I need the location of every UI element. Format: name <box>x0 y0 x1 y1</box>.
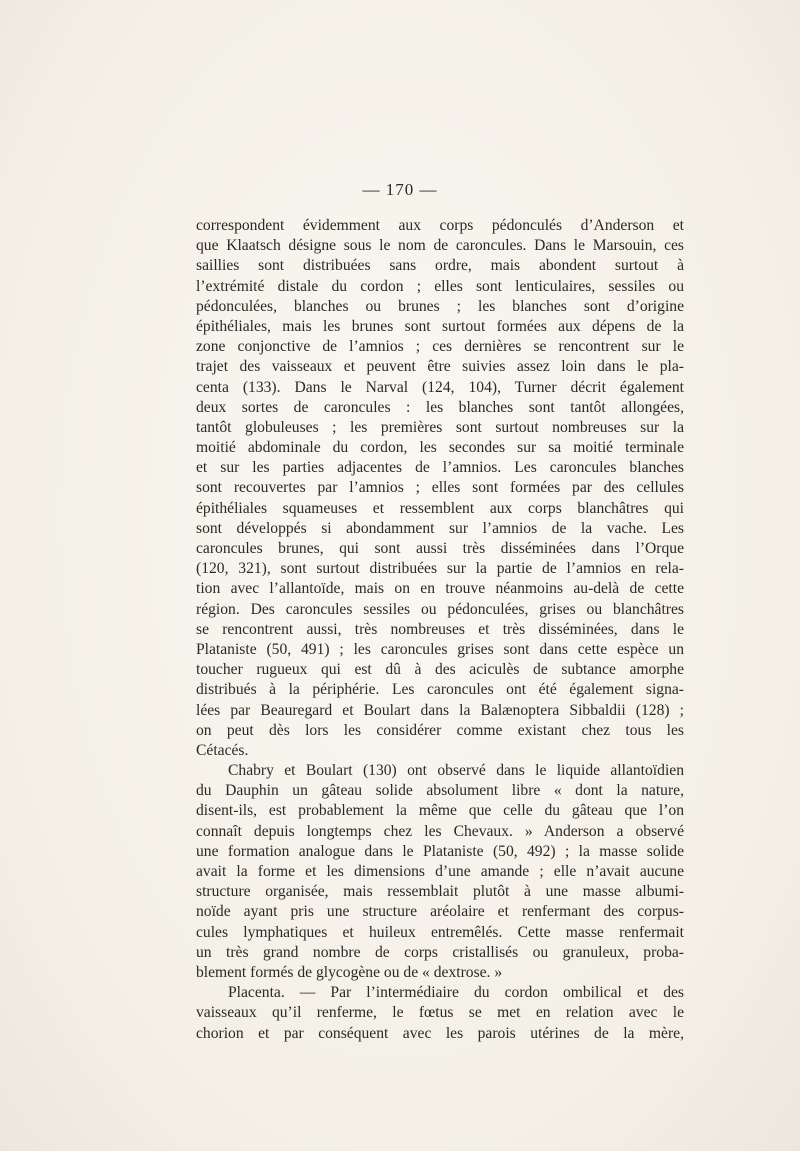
text-line: un très grand nombre de corps cristallisés ou granuleux, proba- <box>196 943 684 961</box>
text-line: connaît depuis longtemps chez les Chevaux. » Anderson a observé <box>196 822 684 840</box>
text-line: Placenta. — Par l’intermédiaire du cordon ombilical et des <box>228 984 684 1002</box>
text-line: (120, 321), sont surtout distribuées sur la partie de l’amnios en rela- <box>196 560 684 578</box>
text-line: lées par Beauregard et Boulart dans la Balænoptera Sibbaldii (128) ; <box>196 701 684 719</box>
text-line: région. Des caroncules sessiles ou pédonculées, grises ou blanchâtres <box>196 600 684 618</box>
text-line: Plataniste (50, 491) ; les caroncules grises sont dans cette espèce un <box>196 640 684 658</box>
text-line: blement formés de glycogène ou de « dextrose. » <box>196 963 503 981</box>
text-line: trajet des vaisseaux et peuvent être suivies assez loin dans le pla- <box>196 358 684 376</box>
body-text <box>196 216 684 1044</box>
text-line: vaisseaux qu’il renferme, le fœtus se met en relation avec le <box>196 1004 684 1022</box>
text-line: sont recouvertes par l’amnios ; elles sont formées par des cellules <box>196 479 684 497</box>
text-line: deux sortes de caroncules : les blanches sont tantôt allongées, <box>196 398 684 416</box>
text-line: caroncules brunes, qui sont aussi très disséminées dans l’Orque <box>196 540 684 557</box>
text-line: tion avec l’allantoïde, mais on en trouve néanmoins au-delà de cette <box>196 580 684 598</box>
text-line: centa (133). Dans le Narval (124, 104), Turner décrit également <box>196 378 684 396</box>
text-line: une formation analogue dans le Plataniste (50, 492) ; la masse solide <box>196 842 684 860</box>
text-line: avait la forme et les dimensions d’une amande ; elle n’avait aucune <box>196 863 684 880</box>
text-line: Chabry et Boulart (130) ont observé dans le liquide allantoïdien <box>228 762 684 780</box>
text-line: se rencontrent aussi, très nombreuses et très disséminées, dans le <box>196 620 684 638</box>
text-line: pédonculées, blanches ou brunes ; les blanches sont d’origine <box>196 297 684 315</box>
text-line: cules lymphatiques et huileux entremêlés. Cette masse renfermait <box>196 923 684 941</box>
text-line: et sur les parties adjacentes de l’amnios. Les caroncules blanches <box>196 459 684 477</box>
text-line: tantôt globuleuses ; les premières sont surtout nombreuses sur la <box>196 418 684 436</box>
page-number: — 170 — <box>362 180 438 199</box>
text-line: distribués à la périphérie. Les caroncules ont été également signa- <box>196 681 684 699</box>
text-line: épithéliales squameuses et ressemblent aux corps blanchâtres qui <box>196 499 684 517</box>
text-line: moitié abdominale du cordon, les secondes sur sa moitié terminale <box>196 439 684 457</box>
text-line: épithéliales, mais les brunes sont surtout formées aux dépens de la <box>196 317 684 335</box>
text-line: Cétacés. <box>196 741 249 759</box>
text-line: noïde ayant pris une structure aréolaire et renfermant des corpus- <box>196 903 684 921</box>
text-line: correspondent évidemment aux corps pédonculés d’Anderson et <box>196 217 684 234</box>
text-line: chorion et par conséquent avec les parois utérines de la mère, <box>196 1024 684 1042</box>
text-line: toucher rugueux qui est dû à des aciculès de subtance amorphe <box>196 661 684 679</box>
text-line: sont développés si abondamment sur l’amnios de la vache. Les <box>196 519 684 537</box>
text-line: zone conjonctive de l’amnios ; ces dernières se rencontrent sur le <box>196 338 684 356</box>
text-line: saillies sont distribuées sans ordre, mais abondent surtout à <box>196 257 684 275</box>
text-line: que Klaatsch désigne sous le nom de caroncules. Dans le Marsouin, ces <box>196 237 684 255</box>
text-line: l’extrémité distale du cordon ; elles sont lenticulaires, sessiles ou <box>196 277 684 295</box>
text-line: du Dauphin un gâteau solide absolument libre « dont la nature, <box>196 782 684 800</box>
text-line: structure organisée, mais ressemblait plutôt à une masse albumi- <box>196 883 684 901</box>
text-line: disent-ils, est probablement la même que celle du gâteau que l’on <box>196 802 684 820</box>
text-line: on peut dès lors les considérer comme existant chez tous les <box>196 721 684 739</box>
